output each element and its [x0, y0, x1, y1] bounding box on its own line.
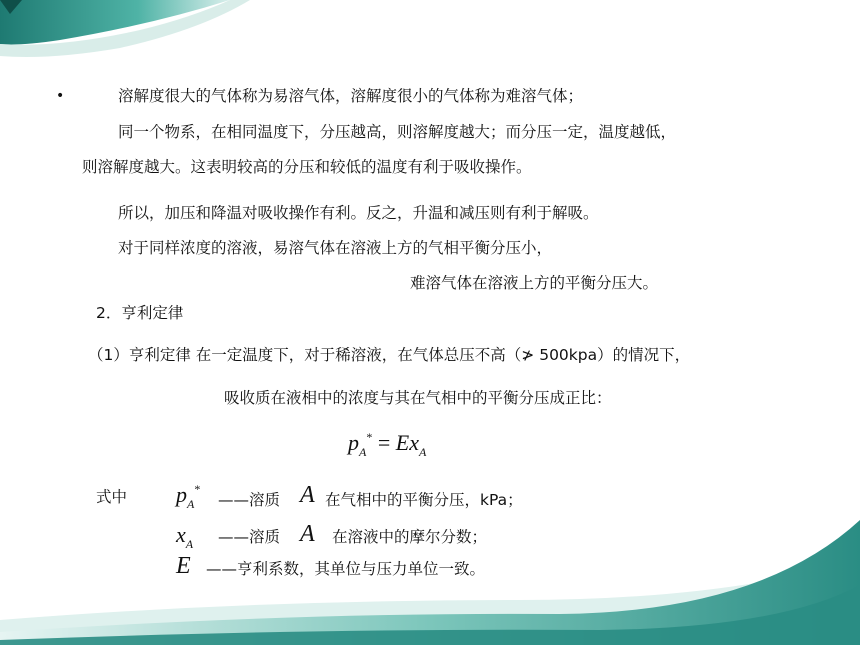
formula-lhs: p [348, 430, 359, 455]
def-text-1: 在气相中的平衡分压，kPa； [325, 491, 523, 509]
formula-rhs: Ex [395, 430, 419, 455]
text-line-3: 则溶解度越大。这表明较高的分压和较低的温度有利于吸收操作。 [82, 158, 532, 176]
section-title: 2．亨利定律 [96, 304, 184, 322]
def-var-2: A [300, 521, 315, 547]
formula-eq: = [372, 430, 396, 455]
formula-lhs-sub: A [359, 445, 367, 459]
henry-formula [348, 430, 426, 460]
def-sym: x [176, 522, 186, 547]
henry-law-text-2: 吸收质在液相中的浓度与其在气相中的平衡分压成正比： [224, 389, 612, 407]
def-dash-1: ——溶质 [218, 491, 281, 509]
bullet-marker: • [56, 88, 65, 104]
def-symbol-p [176, 482, 200, 512]
def-sym-sub: A [185, 537, 194, 551]
def-symbol-x [176, 522, 193, 552]
text-line-5: 对于同样浓度的溶液，易溶气体在溶液上方的气相平衡分压小， [118, 239, 553, 257]
def-dash-2: ——溶质 [218, 528, 281, 546]
text-line-2: 同一个物系，在相同温度下，分压越高，则溶解度越大；而分压一定，温度越低， [118, 123, 677, 141]
text-line-4: 所以，加压和降温对吸收操作有利。反之，升温和减压则有利于解吸。 [118, 204, 599, 222]
def-var-1: A [300, 482, 315, 508]
def-sym: p [176, 482, 187, 507]
def-sym-sup: * [194, 482, 201, 496]
def-text-2: 在溶液中的摩尔分数； [332, 528, 488, 546]
def-sym-sub: A [187, 497, 195, 511]
def-dash-3: ——亨利系数，其单位与压力单位一致。 [206, 560, 486, 578]
formula-rhs-sub: A [418, 445, 427, 459]
formula-lhs-sup: * [366, 430, 373, 444]
text-line-6: 难溶气体在溶液上方的平衡分压大。 [410, 274, 659, 292]
def-symbol-e: E [176, 553, 191, 579]
henry-law-text: （1）亨利定律 在一定温度下，对于稀溶液，在气体总压不高（≯ 500kpa）的情况下， [88, 346, 691, 364]
where-label: 式中 [96, 488, 128, 506]
text-line-1: 溶解度很大的气体称为易溶气体，溶解度很小的气体称为难溶气体； [118, 87, 584, 105]
